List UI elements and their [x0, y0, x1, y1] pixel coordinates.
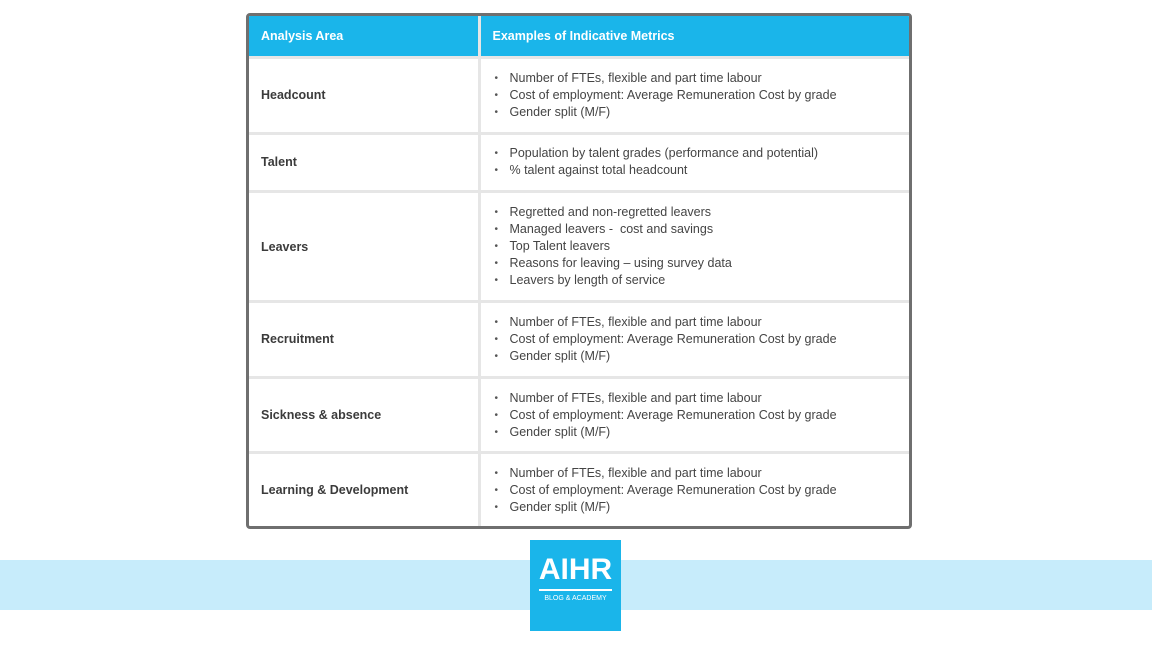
- metrics-list: [493, 204, 898, 289]
- analysis-area-cell: Sickness & absence: [249, 377, 479, 453]
- metric-item: • Cost of employment: Average Remuneration Cost by grade: [493, 331, 898, 348]
- table-row: [249, 453, 909, 526]
- metrics-table: [249, 16, 909, 526]
- table-row: [249, 58, 909, 134]
- metric-item: • Cost of employment: Average Remuneration Cost by grade: [493, 407, 898, 424]
- metric-item: • Reasons for leaving – using survey data: [493, 255, 898, 272]
- metrics-list: [493, 465, 898, 516]
- metric-item: • Leavers by length of service: [493, 272, 898, 289]
- metrics-list: [493, 145, 898, 179]
- aihr-logo: [530, 540, 621, 631]
- table-row: [249, 377, 909, 453]
- metrics-list: [493, 390, 898, 441]
- logo-wordmark: AIHR: [538, 553, 613, 586]
- analysis-area-cell: Talent: [249, 133, 479, 191]
- table-row: [249, 192, 909, 302]
- header-analysis-area: Analysis Area: [249, 16, 479, 58]
- metric-item: • Number of FTEs, flexible and part time labour: [493, 465, 898, 482]
- metrics-cell: [479, 453, 909, 526]
- metric-item: • Regretted and non-regretted leavers: [493, 204, 898, 221]
- table-row: [249, 133, 909, 191]
- logo-tagline: BLOG & ACADEMY: [544, 595, 607, 602]
- table-header-row: [249, 16, 909, 58]
- metrics-cell: [479, 58, 909, 134]
- metric-item: • Number of FTEs, flexible and part time labour: [493, 70, 898, 87]
- metric-item: • Number of FTEs, flexible and part time labour: [493, 314, 898, 331]
- metrics-cell: [479, 133, 909, 191]
- metrics-list: [493, 70, 898, 121]
- metrics-cell: [479, 302, 909, 378]
- logo-divider: [539, 589, 612, 591]
- metric-item: • Cost of employment: Average Remuneration Cost by grade: [493, 87, 898, 104]
- metrics-list: [493, 314, 898, 365]
- metrics-cell: [479, 377, 909, 453]
- header-indicative-metrics: Examples of Indicative Metrics: [479, 16, 909, 58]
- metric-item: • % talent against total headcount: [493, 162, 898, 179]
- metric-item: • Gender split (M/F): [493, 104, 898, 121]
- metric-item: • Gender split (M/F): [493, 499, 898, 516]
- metric-item: • Managed leavers - cost and savings: [493, 221, 898, 238]
- metric-item: • Number of FTEs, flexible and part time labour: [493, 390, 898, 407]
- metric-item: • Gender split (M/F): [493, 424, 898, 441]
- metrics-cell: [479, 192, 909, 302]
- metric-item: • Cost of employment: Average Remuneration Cost by grade: [493, 482, 898, 499]
- analysis-area-cell: Leavers: [249, 192, 479, 302]
- metric-item: • Top Talent leavers: [493, 238, 898, 255]
- analysis-area-cell: Recruitment: [249, 302, 479, 378]
- table-row: [249, 302, 909, 378]
- analysis-area-cell: Headcount: [249, 58, 479, 134]
- metric-item: • Population by talent grades (performance and potential): [493, 145, 898, 162]
- analysis-area-cell: Learning & Development: [249, 453, 479, 526]
- metrics-table-frame: [246, 13, 912, 529]
- metric-item: • Gender split (M/F): [493, 348, 898, 365]
